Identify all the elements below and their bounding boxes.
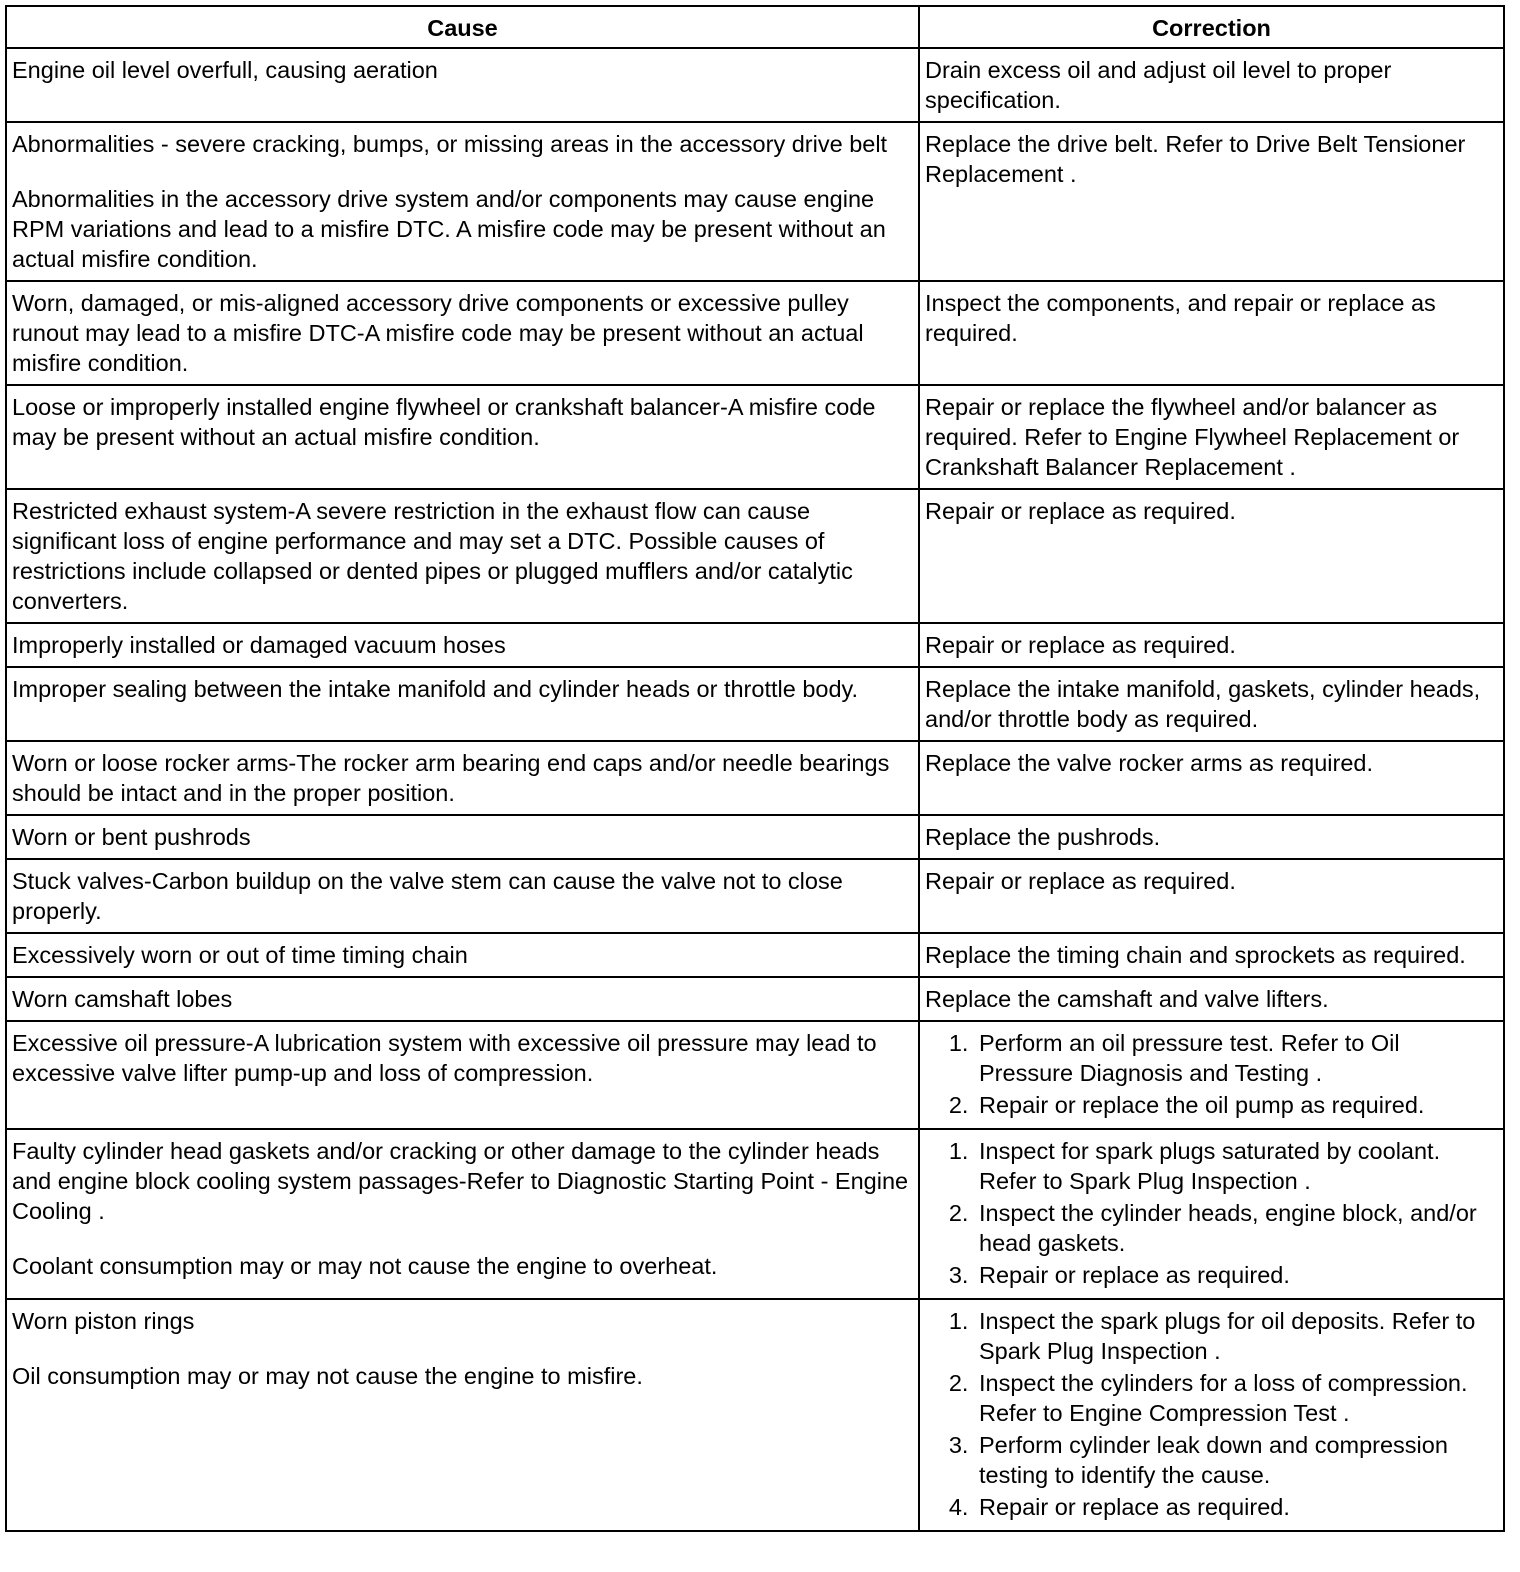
correction-column-header: Correction: [919, 6, 1504, 48]
table-row: [6, 977, 1504, 1021]
correction-cell: [919, 977, 1504, 1021]
table-row: [6, 1021, 1504, 1129]
correction-text: Replace the valve rocker arms as required.: [925, 750, 1374, 776]
correction-cell: [919, 741, 1504, 815]
cause-text: Improperly installed or damaged vacuum hoses: [12, 632, 506, 658]
correction-cell: [919, 815, 1504, 859]
cause-cell: [6, 1299, 919, 1531]
correction-step: 3. Repair or replace as required.: [975, 1260, 1498, 1290]
cause-text: Abnormalities in the accessory drive system and/or components may cause engine RPM variations and lead to a misfire DTC. A misfire code may be present without an actual misfire condition.: [12, 186, 886, 272]
correction-cell: [919, 48, 1504, 122]
correction-step: 1. Perform an oil pressure test. Refer to Oil Pressure Diagnosis and Testing .: [975, 1028, 1498, 1088]
correction-steps-list: [925, 1306, 1498, 1522]
cause-text: Excessively worn or out of time timing chain: [12, 942, 468, 968]
table-row: [6, 122, 1504, 281]
correction-text: Repair or replace as required.: [925, 498, 1236, 524]
cause-text: Engine oil level overfull, causing aeration: [12, 57, 438, 83]
cause-text: Worn piston rings: [12, 1308, 195, 1334]
table-row: [6, 385, 1504, 489]
correction-cell: [919, 1299, 1504, 1531]
table-body: [6, 48, 1504, 1531]
header-row: [6, 6, 1504, 48]
cause-column-header: Cause: [6, 6, 919, 48]
cause-text: Coolant consumption may or may not cause the engine to overheat.: [12, 1253, 718, 1279]
correction-step: 3. Perform cylinder leak down and compression testing to identify the cause.: [975, 1430, 1498, 1490]
cause-cell: [6, 281, 919, 385]
correction-text: Repair or replace the flywheel and/or balancer as required. Refer to Engine Flywheel Replacement or Crankshaft Balancer Replacement .: [925, 394, 1460, 480]
correction-cell: [919, 667, 1504, 741]
correction-cell: [919, 1021, 1504, 1129]
cause-text: Stuck valves-Carbon buildup on the valve stem can cause the valve not to close properly.: [12, 868, 843, 924]
correction-step: 4. Repair or replace as required.: [975, 1492, 1498, 1522]
correction-cell: [919, 489, 1504, 623]
cause-text: Worn or loose rocker arms-The rocker arm bearing end caps and/or needle bearings should be intact and in the proper position.: [12, 750, 890, 806]
correction-text: Replace the pushrods.: [925, 824, 1161, 850]
correction-cell: [919, 1129, 1504, 1299]
cause-cell: [6, 815, 919, 859]
table-row: [6, 815, 1504, 859]
correction-text: Replace the timing chain and sprockets as required.: [925, 942, 1466, 968]
correction-text: Replace the intake manifold, gaskets, cylinder heads, and/or throttle body as required.: [925, 676, 1481, 732]
cause-cell: [6, 122, 919, 281]
cause-text: Oil consumption may or may not cause the engine to misfire.: [12, 1363, 643, 1389]
table-row: [6, 623, 1504, 667]
table-row: [6, 741, 1504, 815]
cause-cell: [6, 48, 919, 122]
table-row: [6, 1129, 1504, 1299]
correction-cell: [919, 281, 1504, 385]
cause-cell: [6, 1021, 919, 1129]
cause-cell: [6, 385, 919, 489]
cause-text: Loose or improperly installed engine flywheel or crankshaft balancer-A misfire code may be present without an actual misfire condition.: [12, 394, 876, 450]
cause-text: Improper sealing between the intake manifold and cylinder heads or throttle body.: [12, 676, 859, 702]
correction-step: 2. Repair or replace the oil pump as required.: [975, 1090, 1498, 1120]
table-row: [6, 667, 1504, 741]
correction-cell: [919, 933, 1504, 977]
cause-cell: [6, 623, 919, 667]
cause-text: Worn camshaft lobes: [12, 986, 233, 1012]
correction-text: Replace the camshaft and valve lifters.: [925, 986, 1329, 1012]
cause-text: Excessive oil pressure-A lubrication system with excessive oil pressure may lead to excessive valve lifter pump-up and loss of compression.: [12, 1030, 877, 1086]
table-row: [6, 489, 1504, 623]
table-row: [6, 1299, 1504, 1531]
cause-cell: [6, 489, 919, 623]
correction-cell: [919, 385, 1504, 489]
correction-step: 2. Inspect the cylinder heads, engine block, and/or head gaskets.: [975, 1198, 1498, 1258]
cause-cell: [6, 977, 919, 1021]
cause-cell: [6, 933, 919, 977]
cause-text: Abnormalities - severe cracking, bumps, or missing areas in the accessory drive belt: [12, 131, 888, 157]
correction-steps-list: [925, 1028, 1498, 1120]
correction-text: Drain excess oil and adjust oil level to proper specification.: [925, 57, 1392, 113]
correction-text: Replace the drive belt. Refer to Drive Belt Tensioner Replacement .: [925, 131, 1466, 187]
correction-step: 1. Inspect the spark plugs for oil deposits. Refer to Spark Plug Inspection .: [975, 1306, 1498, 1366]
table-row: [6, 933, 1504, 977]
table-row: [6, 48, 1504, 122]
correction-cell: [919, 859, 1504, 933]
cause-text: Restricted exhaust system-A severe restriction in the exhaust flow can cause significant loss of engine performance and may set a DTC. Possible causes of restrictions include collapsed or dented pipes or plugged mufflers and/or catalytic converters.: [12, 498, 853, 614]
table-row: [6, 859, 1504, 933]
correction-step: 2. Inspect the cylinders for a loss of compression. Refer to Engine Compression Test .: [975, 1368, 1498, 1428]
correction-cell: [919, 623, 1504, 667]
cause-text: Worn or bent pushrods: [12, 824, 251, 850]
table-row: [6, 281, 1504, 385]
correction-steps-list: [925, 1136, 1498, 1290]
cause-cell: [6, 859, 919, 933]
correction-cell: [919, 122, 1504, 281]
cause-cell: [6, 1129, 919, 1299]
correction-step: 1. Inspect for spark plugs saturated by coolant. Refer to Spark Plug Inspection .: [975, 1136, 1498, 1196]
cause-text: Faulty cylinder head gaskets and/or cracking or other damage to the cylinder heads and engine block cooling system passages-Refer to Diagnostic Starting Point - Engine Cooling .: [12, 1138, 909, 1224]
correction-text: Repair or replace as required.: [925, 632, 1236, 658]
correction-text: Inspect the components, and repair or replace as required.: [925, 290, 1436, 346]
cause-text: Worn, damaged, or mis-aligned accessory drive components or excessive pulley runout may lead to a misfire DTC-A misfire code may be present without an actual misfire condition.: [12, 290, 864, 376]
diagnostic-table: [5, 5, 1505, 1532]
cause-cell: [6, 741, 919, 815]
correction-text: Repair or replace as required.: [925, 868, 1236, 894]
cause-cell: [6, 667, 919, 741]
